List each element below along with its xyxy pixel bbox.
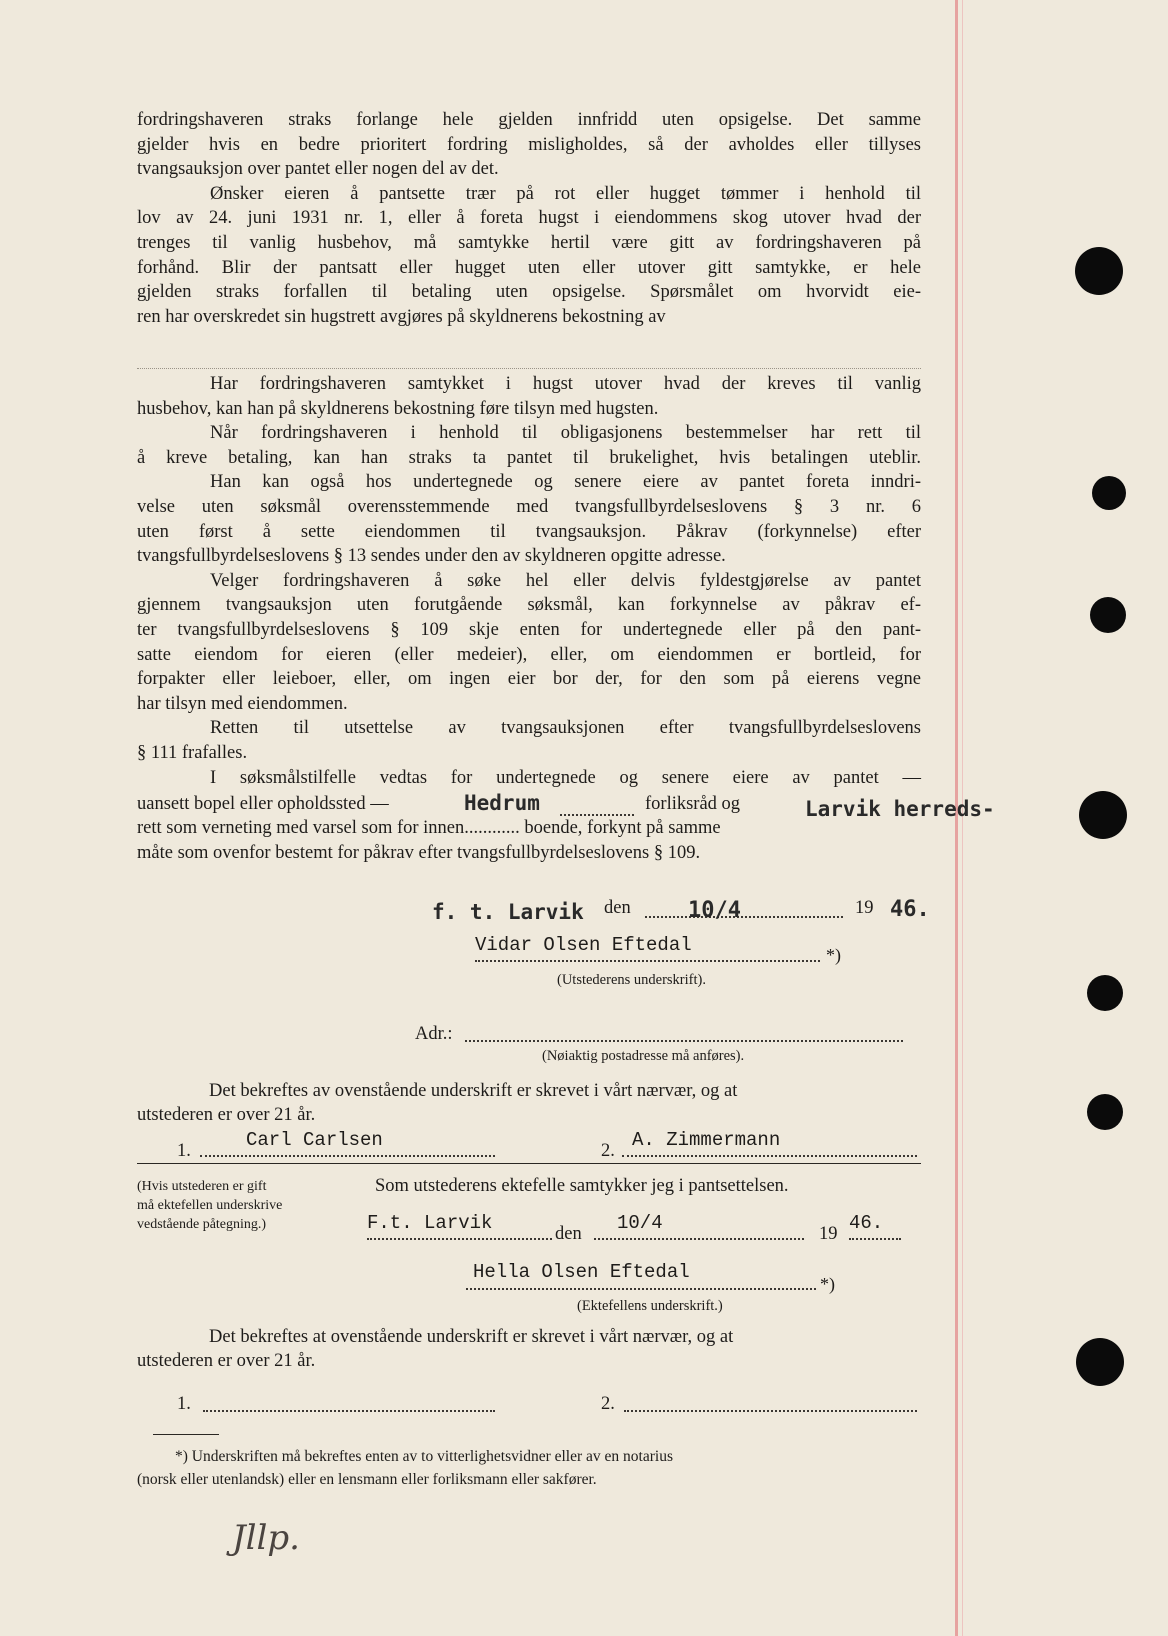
witness-dotted-line — [203, 1410, 495, 1412]
body-line: gjelden straks forfallen til betaling uten opsigelse. Spørsmålet om hvorvidt eie- — [137, 282, 921, 303]
body-line: tvangsfullbyrdelseslovens § 13 sendes under den av skyldneren opgitte adresse. — [137, 546, 726, 567]
date-stamp: 10/4 — [688, 898, 741, 923]
punch-hole — [1087, 975, 1123, 1011]
court-dotted-line — [560, 814, 634, 816]
spouse-consent: Som utstederens ektefelle samtykker jeg i pantsettelsen. — [375, 1176, 789, 1196]
witness-number: 2. — [601, 1141, 615, 1161]
body-line: lov av 24. juni 1931 nr. 1, eller å foreta hugst i eiendommens skog utover hvad der — [137, 208, 921, 229]
body-line: husbehov, kan han på skyldnerens bekostning føre tilsyn med hugsten. — [137, 398, 659, 419]
body-line: å kreve betaling, kan han straks ta pantet til brukelighet, hvis betalingen uteblir. — [137, 447, 921, 468]
spouse-year-dotted-line — [849, 1238, 901, 1240]
year-prefix: 19 — [855, 898, 874, 918]
spouse-year: 46. — [849, 1212, 884, 1234]
venue-line: rett som verneting med varsel som for innen............ boende, forkynt på samme — [137, 818, 721, 838]
year-stamp: 46. — [890, 897, 930, 922]
spouse-date-dotted-line — [594, 1238, 804, 1240]
body-line: satte eiendom for eieren (eller medeier), eller, om eiendommen er bortleid, for — [137, 644, 921, 665]
body-line: fordringshaveren straks forlange hele gjelden innfridd uten opsigelse. Det samme — [137, 110, 921, 130]
spouse-caption: (Ektefellens underskrift.) — [577, 1298, 723, 1314]
issuer-star: *) — [826, 945, 841, 965]
witness-number: 1. — [177, 1394, 191, 1414]
witness-name: Carl Carlsen — [246, 1129, 383, 1151]
address-caption: (Nøiaktig postadresse må anføres). — [542, 1048, 745, 1064]
herred-stamp: Larvik herreds- — [805, 797, 995, 821]
witness-text: utstederen er over 21 år. — [137, 1105, 316, 1125]
witness-dotted-line — [622, 1155, 917, 1157]
spouse-note-line: vedstående påtegning.) — [137, 1217, 267, 1232]
address-label: Adr.: — [415, 1024, 453, 1044]
spouse-note — [137, 1177, 282, 1234]
body-line: gjennem tvangsauksjon uten forutgående søksmål, kan forkynnelse av påkrav ef- — [137, 595, 921, 616]
witness-text: Det bekreftes at ovenstående underskrift er skrevet i vårt nærvær, og at — [209, 1327, 734, 1347]
spouse-place-dotted-line — [367, 1238, 552, 1240]
spouse-place: F.t. Larvik — [367, 1212, 493, 1234]
body-line: uten først å sette eiendommen til tvangsauksjon. Påkrav (forkynnelse) efter — [137, 521, 921, 542]
witness-text: Det bekreftes av ovenstående underskrift er skrevet i vårt nærvær, og at — [209, 1081, 738, 1101]
body-line: Retten til utsettelse av tvangsauksjonen efter tvangsfullbyrdelseslovens — [210, 718, 921, 739]
witness-text: utstederen er over 21 år. — [137, 1351, 316, 1371]
witness-dotted-line — [624, 1410, 917, 1412]
punch-hole — [1090, 597, 1126, 633]
issuer-caption: (Utstederens underskrift). — [557, 972, 706, 988]
date-dotted-line — [645, 916, 843, 918]
body-line: ter tvangsfullbyrdelseslovens § 109 skje enten for undertegnede eller på den pant- — [137, 619, 921, 640]
issuer-dotted-line — [475, 960, 820, 962]
body-line: forhånd. Blir der pantsatt eller hugget uten eller utover gitt samtykke, er hele — [137, 257, 921, 278]
punch-hole — [1087, 1094, 1123, 1130]
body-line: forpakter eller leieboer, eller, om ingen eier bor der, for den som på eierens vegne — [137, 669, 921, 690]
issuer-name: Vidar Olsen Eftedal — [475, 934, 692, 956]
year-prefix: 19 — [819, 1224, 838, 1244]
section-rule — [137, 1163, 921, 1164]
body-line: Ønsker eieren å pantsette trær på rot eller hugget tømmer i henhold til — [210, 183, 921, 204]
spouse-note-line: må ektefellen underskrive — [137, 1198, 283, 1213]
spouse-date: 10/4 — [617, 1212, 663, 1234]
body-line: velse uten søksmål overensstemmende med tvangsfullbyrdelseslovens § 3 nr. 6 — [137, 496, 921, 517]
address-dotted-line — [465, 1040, 903, 1042]
handwritten-initials: Jllp. — [232, 1518, 300, 1558]
punch-hole — [1076, 1338, 1124, 1386]
spouse-note-line: (Hvis utstederen er gift — [137, 1179, 267, 1194]
body-block-2 — [137, 372, 921, 790]
body-line: Har fordringshaveren samtykket i hugst utover hvad der kreves til vanlig — [210, 374, 921, 394]
body-line: tvangsauksjon over pantet eller nogen del av det. — [137, 159, 499, 180]
witness-number: 1. — [177, 1141, 191, 1161]
court-stamp: Hedrum — [464, 791, 540, 815]
punch-hole — [1079, 791, 1127, 839]
body-block-1 — [137, 108, 921, 329]
body-line: Når fordringshaveren i henhold til obligasjonens bestemmelser har rett til — [210, 423, 921, 444]
place-stamp: f. t. Larvik — [432, 900, 584, 924]
body-line: Velger fordringshaveren å søke hel eller delvis fyldestgjørelse av pantet — [210, 570, 921, 591]
den-label: den — [604, 898, 631, 918]
den-label: den — [555, 1224, 582, 1244]
punch-hole — [1075, 247, 1123, 295]
venue-line: måte som ovenfor bestemt for påkrav efter tvangsfullbyrdelseslovens § 109. — [137, 843, 701, 863]
footnote-line: (norsk eller utenlandsk) eller en lensmann eller forliksmann eller sakfører. — [137, 1471, 597, 1488]
punch-hole — [1092, 476, 1126, 510]
spouse-star: *) — [820, 1274, 835, 1294]
body-line: § 111 frafalles. — [137, 742, 248, 763]
body-line: har tilsyn med eiendommen. — [137, 693, 348, 714]
witness-dotted-line — [200, 1155, 495, 1157]
venue-prefix: uansett bopel eller opholdssted — — [137, 794, 389, 814]
witness-name: A. Zimmermann — [632, 1129, 781, 1151]
body-line: trenges til vanlig husbehov, må samtykke hertil være gitt av fordringshaveren på — [137, 232, 921, 253]
footnote-line: *) Underskriften må bekreftes enten av to vitterlighetsvidner eller av en notarius — [175, 1448, 673, 1465]
body-line: gjelder hvis en bedre prioritert fordring misligholdes, så der avholdes eller tillyses — [137, 134, 921, 155]
body-line: ren har overskredet sin hugstrett avgjøres på skyldnerens bekostning av — [137, 306, 666, 327]
spouse-name: Hella Olsen Eftedal — [473, 1261, 690, 1283]
dotted-separator — [137, 368, 921, 369]
body-line: Han kan også hos undertegnede og senere eiere av pantet foreta inndri- — [210, 472, 921, 493]
witness-number: 2. — [601, 1394, 615, 1414]
venue-mid: forliksråd og — [645, 794, 741, 814]
spouse-dotted-line — [466, 1288, 816, 1290]
footnote-rule — [153, 1434, 219, 1435]
body-line: I søksmålstilfelle vedtas for undertegnede og senere eiere av pantet — — [210, 767, 921, 788]
